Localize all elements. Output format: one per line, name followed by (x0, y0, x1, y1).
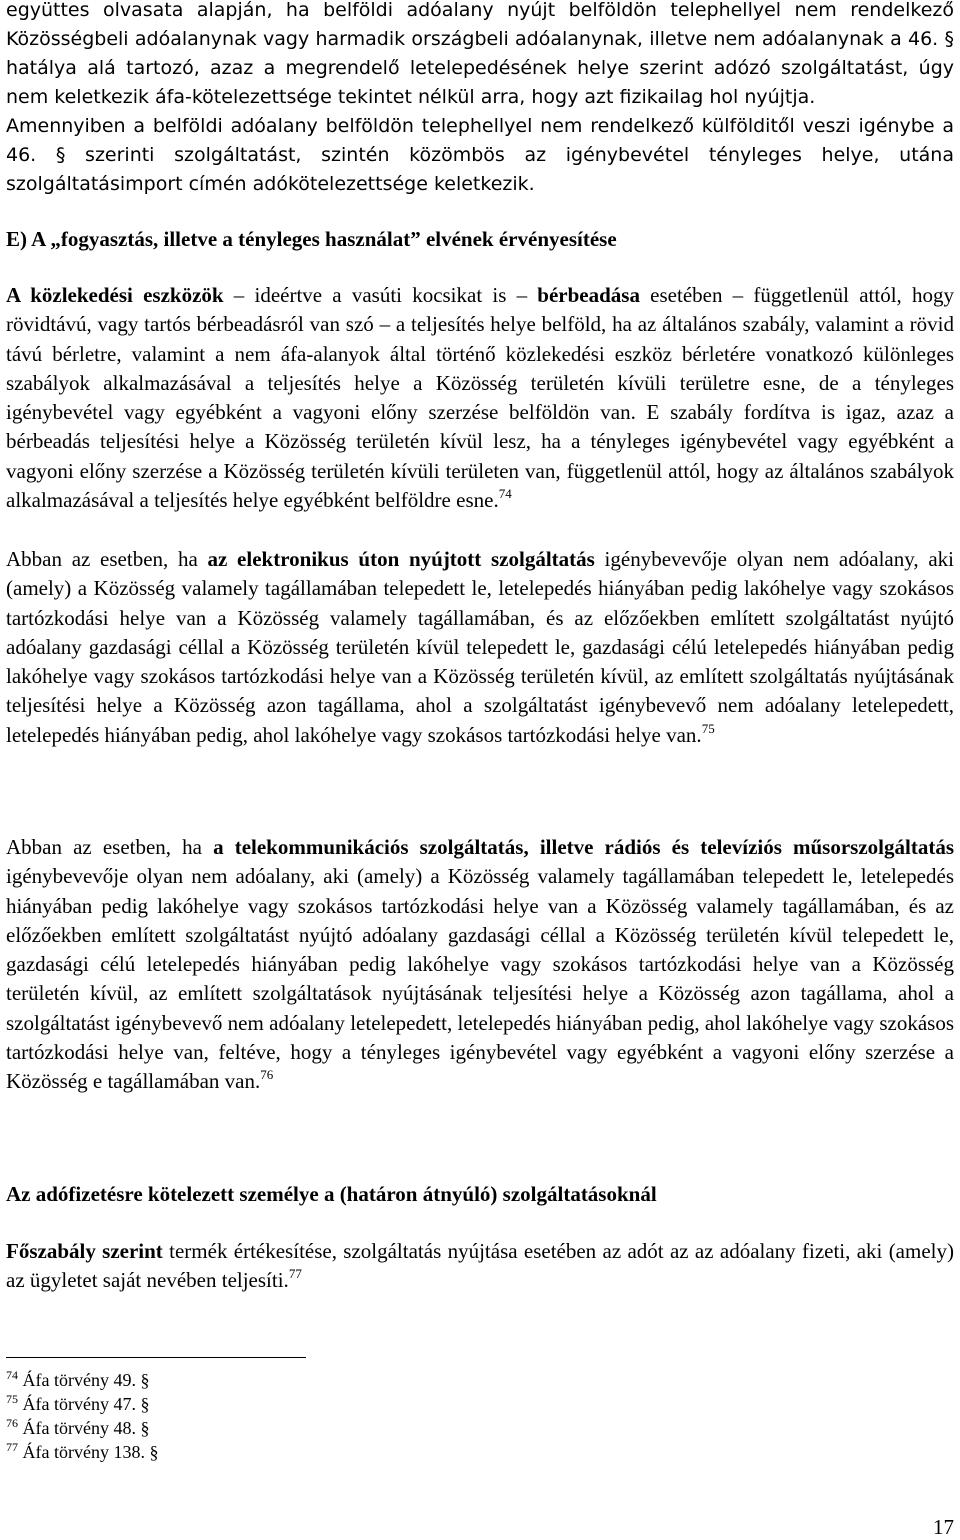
main-rule-bold: Főszabály szerint (6, 1239, 163, 1263)
intro-paragraph-1: együttes olvasata alapján, ha belföldi adóalany nyújt belföldön telephellyel nem rendelkező Közösségbeli adóalanynak vagy harmadik országbeli adóalanynak, illetve nem adóalanynak a 46. § hatálya alá tartozó, azaz a megrendelő letelepedésének helye szerint adózó szolgáltatást, úgy nem keletkezik áfa-kötelezettsége tekintet nélkül arra, hogy azt fizikailag hol nyújtja. (6, 0, 954, 108)
footnote-number: 77 (6, 1440, 18, 1454)
intro-block (6, 0, 954, 199)
vehicles-paragraph (6, 281, 954, 515)
telecom-text-1: Abban az esetben, ha (6, 835, 214, 859)
footnotes-list (6, 1368, 158, 1464)
footnote-number: 75 (6, 1392, 18, 1406)
vehicles-text-1: – ideértve a vasúti kocsikat is – (223, 283, 538, 307)
footnote-item (6, 1368, 158, 1392)
electronic-text-2: igénybevevője olyan nem adóalany, aki (amely) a Közösség valamely tagállamában telepedett le, letelepedés hiányában pedig lakóhelye vagy szokásos tartózkodási helye van a Közösség valamely tagállamában, és az előzőekben említett szolgáltatást nyújtó adóalany gazdasági céllal a Közösség területén kívül telepedett le, gazdasági célú letelepedés hiányában pedig lakóhelye vagy szokásos tartózkodási helye van a Közösség területén kívül, az említett szolgáltatás nyújtásának teljesítési helye a Közösség azon tagállama, ahol a szolgáltatást igénybevevő nem adóalany letelepedett, letelepedés hiányában pedig, ahol lakóhelye vagy szokásos tartózkodási helye van. (6, 547, 954, 747)
footnote-ref-77[interactable]: 77 (288, 1266, 302, 1282)
footnote-number: 76 (6, 1416, 18, 1430)
intro-paragraph-2: Amennyiben a belföldi adóalany belföldön telephellyel nem rendelkező külfölditől veszi igénybe a 46. § szerinti szolgáltatást, szintén közömbös az igénybevétel tényleges helye, utána szolgáltatásimport címén adókötelezettsége keletkezik. (6, 115, 954, 195)
main-rule-paragraph (6, 1237, 954, 1296)
section-e-heading: E) A „fogyasztás, illetve a tényleges használat” elvének érvényesítése (6, 227, 617, 251)
footnote-number: 74 (6, 1368, 18, 1382)
footnote-divider (6, 1357, 306, 1358)
footnote-text: Áfa törvény 47. § (22, 1394, 150, 1414)
footnote-text: Áfa törvény 138. § (22, 1442, 159, 1462)
page-number: 17 (933, 1515, 954, 1539)
vehicles-text-2: esetében – függetlenül attól, hogy rövidtávú, vagy tartós bérbeadásról van szó – a teljesítés helye belföld, ha az általános szabály, valamint a rövid távú bérletre, valamint a nem áfa-alanyok által történő közlekedési eszköz bérletére vonatkozó különleges szabályok alkalmazásával a teljesítés helye a Közösség területén kívüli területre esne, de a tényleges igénybevétel vagy egyébként a vagyoni előny szerzése belföldön van. E szabály fordítva is igaz, azaz a bérbeadás teljesítési helye a Közösség területén kívül lesz, ha a tényleges igénybevétel vagy egyébként a vagyoni előny szerzése a Közösség területén kívüli területen van, függetlenül attól, hogy az általános szabályok alkalmazásával a teljesítés helye egyébként belföldre esne. (6, 283, 954, 513)
footnote-ref-75[interactable]: 75 (701, 720, 715, 736)
vehicles-bold-2: bérbeadása (537, 283, 640, 307)
footnote-item (6, 1416, 158, 1440)
footnote-text: Áfa törvény 49. § (22, 1370, 150, 1390)
electronic-text-1: Abban az esetben, ha (6, 547, 208, 571)
main-rule-text: termék értékesítése, szolgáltatás nyújtása esetében az adót az az adóalany fizeti, aki (amely) az ügyletet saját nevében teljesíti. (6, 1239, 954, 1293)
telecom-paragraph (6, 833, 954, 1097)
footnote-ref-76[interactable]: 76 (260, 1067, 274, 1083)
taxpayer-heading: Az adófizetésre kötelezett személye a (határon átnyúló) szolgáltatásoknál (6, 1182, 657, 1206)
footnote-item (6, 1392, 158, 1416)
footnote-item (6, 1440, 158, 1464)
electronic-bold: az elektronikus úton nyújtott szolgáltatás (207, 547, 595, 571)
vehicles-bold-1: A közlekedési eszközök (6, 283, 224, 307)
telecom-bold: a telekommunikációs szolgáltatás, illetve rádiós és televíziós műsorszolgáltatás (213, 835, 954, 859)
telecom-text-2: igénybevevője olyan nem adóalany, aki (amely) a Közösség valamely tagállamában telepedett le, letelepedés hiányában pedig lakóhelye vagy szokásos tartózkodási helye van a Közösség valamely tagállamában, és az előzőekben említett szolgáltatást nyújtó adóalany gazdasági céllal a Közösség területén kívül telepedett le, gazdasági célú letelepedés hiányában pedig lakóhelye vagy szokásos tartózkodási helye van a Közösség területén kívül, az említett szolgáltatások nyújtásának teljesítési helye a Közösség azon tagállama, ahol a szolgáltatást igénybevevő nem adóalany letelepedett, letelepedés hiányában pedig, ahol lakóhelye vagy szokásos tartózkodási helye van, feltéve, hogy a tényleges igénybevétel vagy egyébként a vagyoni előny szerzése a Közösség e tagállamában van. (6, 864, 954, 1094)
electronic-paragraph (6, 545, 954, 750)
footnote-text: Áfa törvény 48. § (22, 1418, 150, 1438)
footnote-ref-74[interactable]: 74 (498, 486, 512, 502)
